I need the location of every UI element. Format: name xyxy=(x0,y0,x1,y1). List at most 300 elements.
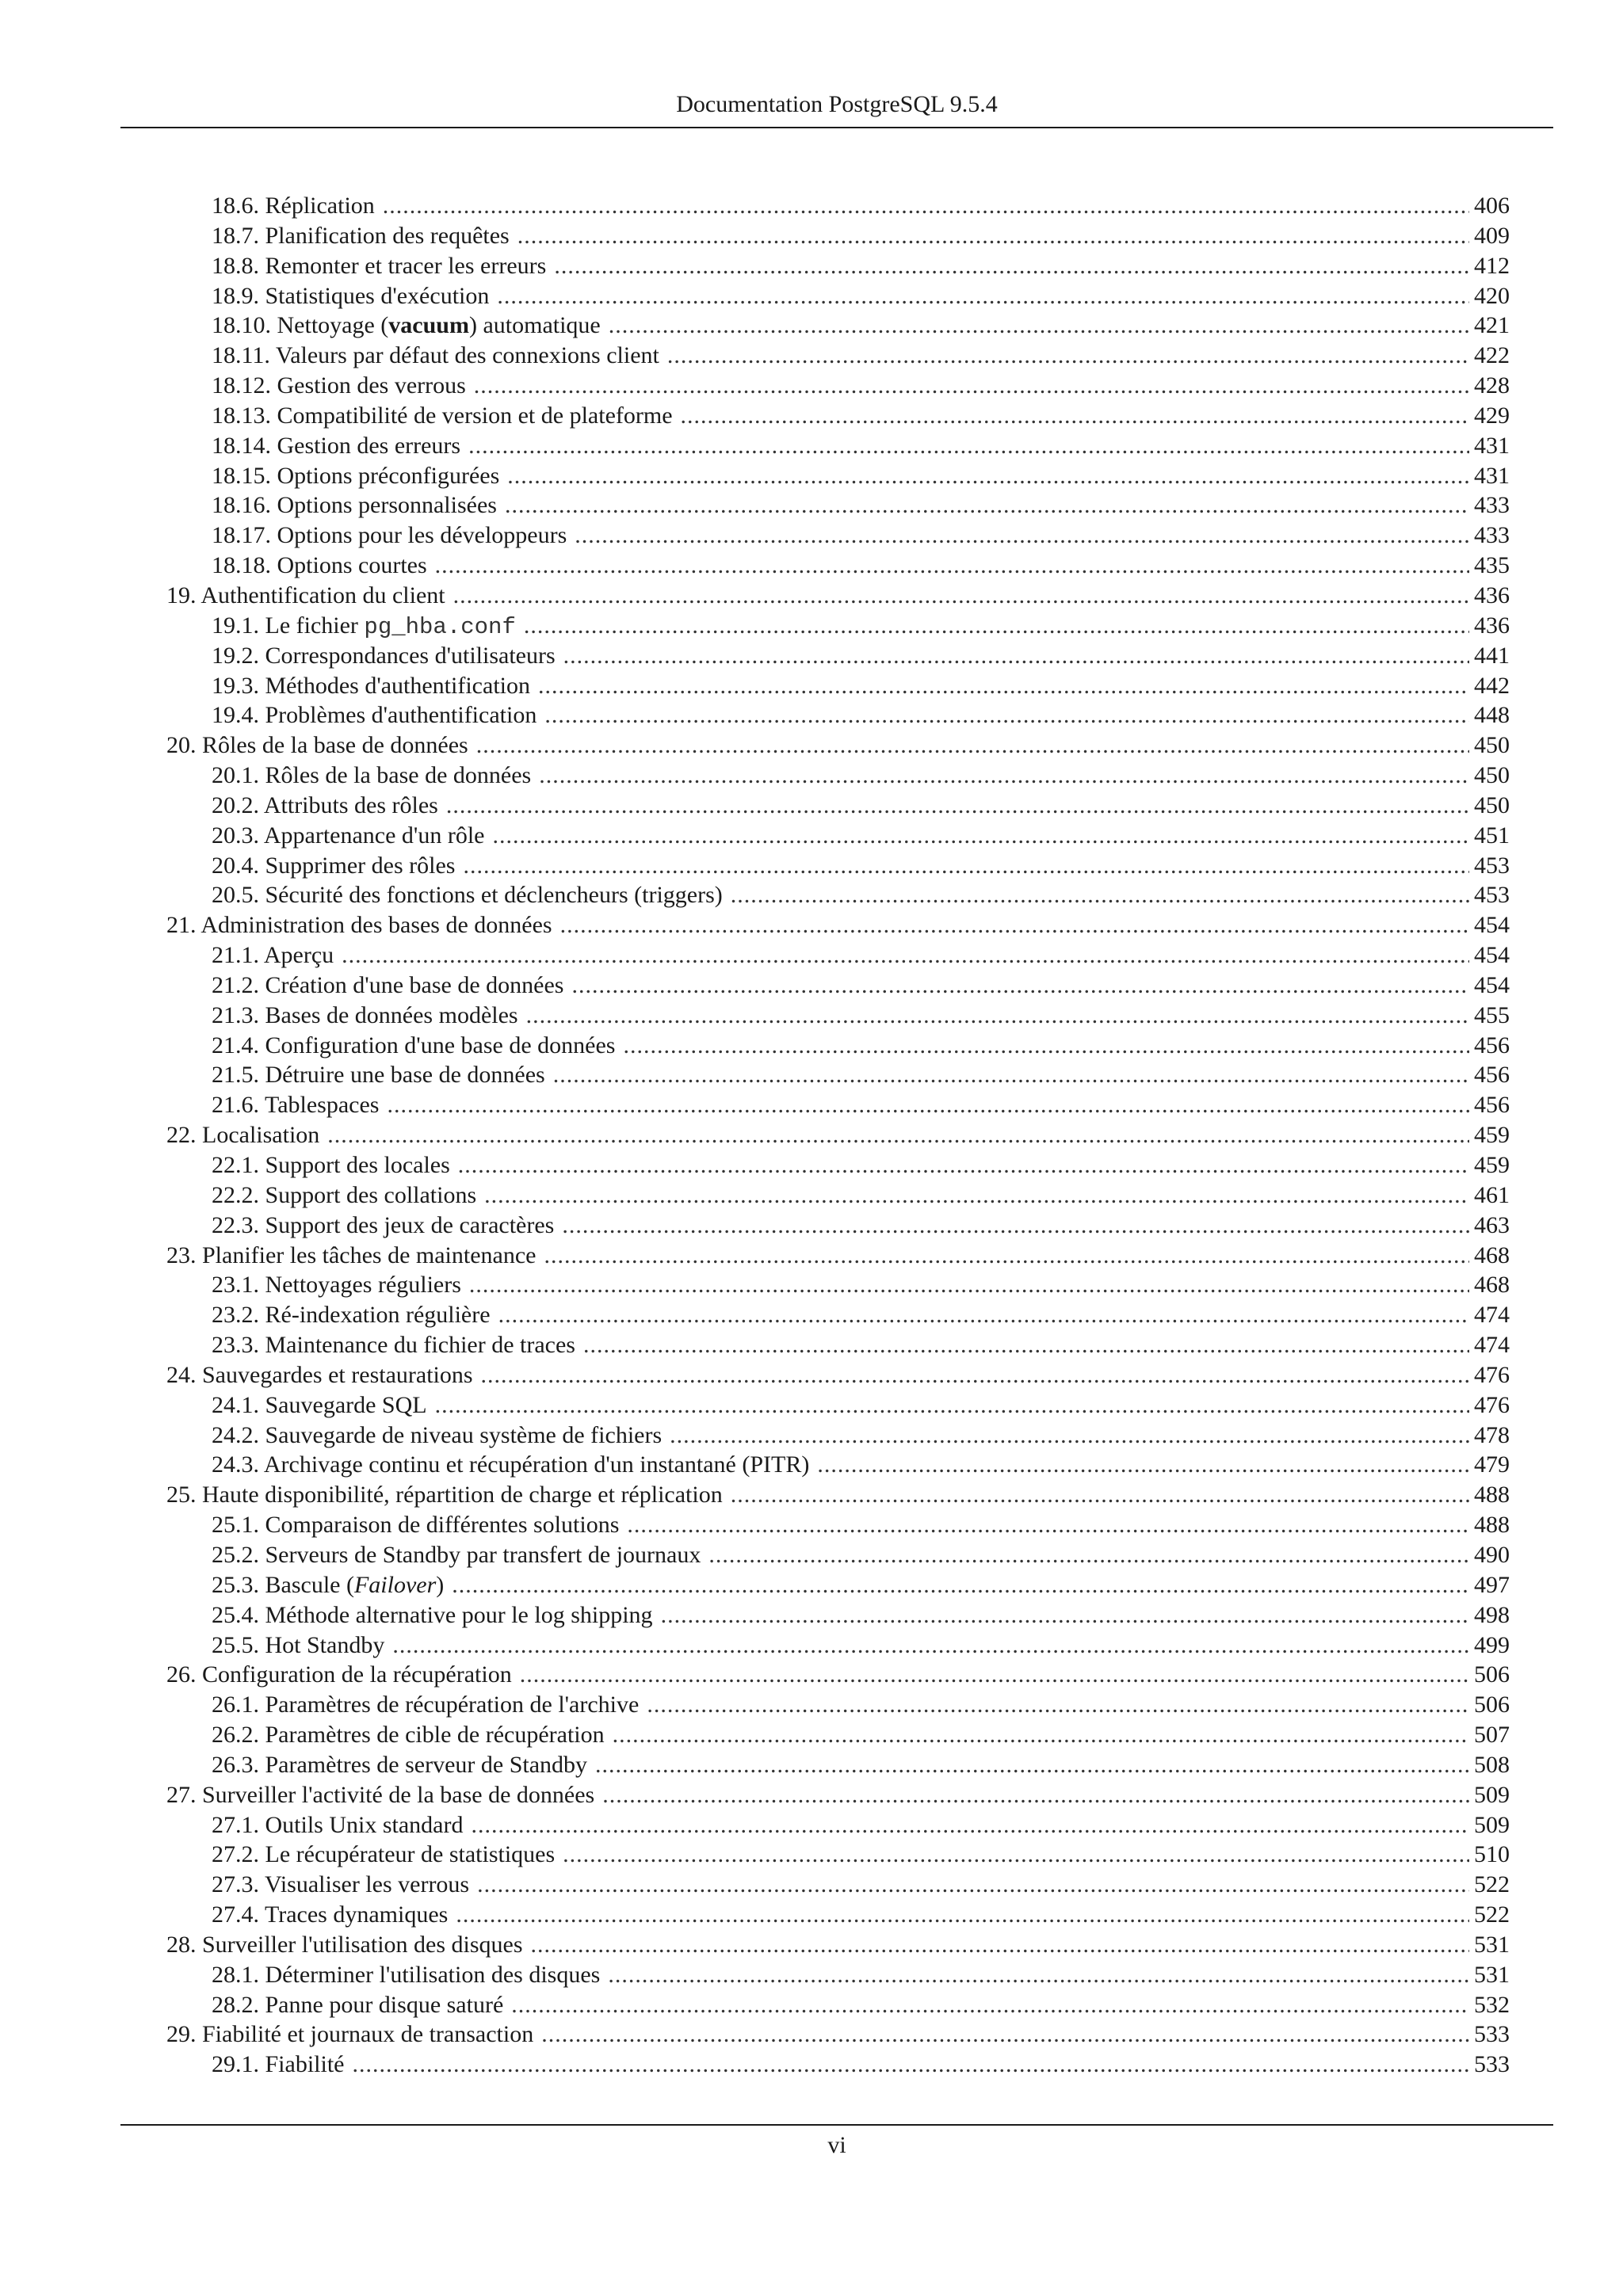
toc-entry-title: 23.2. Ré-indexation régulière xyxy=(212,1302,491,1329)
toc-dot-leader xyxy=(595,1750,1469,1780)
toc-entry-title: 22.3. Support des jeux de caractères xyxy=(212,1211,555,1238)
toc-page-number: 506 xyxy=(1474,1661,1510,1688)
toc-dot-leader xyxy=(452,1570,1469,1600)
toc-entry-number: 18.11. xyxy=(212,342,270,369)
toc-page-number: 421 xyxy=(1474,312,1510,339)
toc-entry-title: 21.4. Configuration d'une base de données xyxy=(212,1032,616,1058)
toc-dot-leader xyxy=(602,1780,1469,1810)
toc-section-entry[interactable] xyxy=(166,940,1510,971)
toc-entry-number: 21.1. xyxy=(212,942,259,969)
toc-entry-number: 26. xyxy=(166,1661,197,1688)
toc-entry-title: 26.1. Paramètres de récupération de l'archive xyxy=(212,1691,640,1718)
toc-page-number: 453 xyxy=(1474,882,1510,909)
toc-page-number: 474 xyxy=(1474,1302,1510,1329)
toc-dot-leader xyxy=(544,700,1469,730)
toc-section-entry[interactable] xyxy=(166,1690,1510,1720)
document-title: Documentation PostgreSQL 9.5.4 xyxy=(676,91,998,117)
toc-entry-title: 21.6. Tablespaces xyxy=(212,1092,380,1119)
toc-entry-title: 22. Localisation xyxy=(166,1122,320,1149)
toc-entry-title: 28.1. Déterminer l'utilisation des disques xyxy=(212,1961,601,1988)
toc-dot-leader xyxy=(505,490,1469,521)
toc-dot-leader xyxy=(670,1421,1469,1451)
toc-entry-title: 24.3. Archivage continu et récupération d'un instantané (PITR) xyxy=(212,1451,810,1478)
toc-page-number: 522 xyxy=(1474,1901,1510,1928)
toc-entry-title: 23.1. Nettoyages réguliers xyxy=(212,1272,461,1299)
footer-rule xyxy=(120,2124,1553,2126)
toc-dot-leader xyxy=(554,251,1469,281)
toc-entry-title: 21. Administration des bases de données xyxy=(166,912,552,939)
toc-dot-leader xyxy=(563,1840,1469,1870)
toc-section-entry[interactable] xyxy=(166,1300,1510,1330)
toc-entry-title: 18.14. Gestion des erreurs xyxy=(212,432,461,459)
toc-section-entry[interactable] xyxy=(166,1211,1510,1241)
toc-dot-leader xyxy=(609,311,1469,341)
toc-entry-number: 18.12. xyxy=(212,372,271,399)
toc-entry-number: 18.7. xyxy=(212,222,259,249)
toc-page-number: 450 xyxy=(1474,791,1510,818)
toc-entry-number: 23. xyxy=(166,1241,197,1268)
toc-section-entry[interactable] xyxy=(166,1840,1510,1870)
toc-entry-title: 19.1. Le fichier pg_hba.conf xyxy=(212,612,516,640)
toc-dot-leader xyxy=(458,1150,1469,1180)
toc-section-entry[interactable] xyxy=(166,971,1510,1001)
toc-entry-title: 20.2. Attributs des rôles xyxy=(212,791,438,818)
toc-entry-title: 27. Surveiller l'activité de la base de données xyxy=(166,1781,595,1808)
toc-entry-number: 20.3. xyxy=(212,822,259,849)
toc-section-entry[interactable] xyxy=(166,1720,1510,1750)
toc-entry-number: 18.9. xyxy=(212,282,259,309)
toc-entry-title: 24.2. Sauvegarde de niveau système de fichiers xyxy=(212,1421,663,1448)
toc-section-entry[interactable] xyxy=(166,431,1510,461)
toc-page-number: 454 xyxy=(1474,912,1510,939)
toc-chapter-entry[interactable] xyxy=(166,1780,1510,1810)
toc-entry-title: 18.12. Gestion des verrous xyxy=(212,372,466,399)
toc-dot-leader xyxy=(583,1330,1469,1360)
toc-section-entry[interactable] xyxy=(166,1570,1510,1600)
toc-entry-title: 18.11. Valeurs par défaut des connexions client xyxy=(212,342,659,369)
toc-page-number: 463 xyxy=(1474,1211,1510,1238)
toc-page-number: 442 xyxy=(1474,672,1510,699)
toc-section-entry[interactable] xyxy=(166,1750,1510,1780)
toc-entry-number: 18.18. xyxy=(212,552,271,579)
toc-page-number: 459 xyxy=(1474,1152,1510,1178)
toc-dot-leader xyxy=(481,1360,1469,1390)
toc-page-number: 433 xyxy=(1474,492,1510,519)
toc-page-number: 433 xyxy=(1474,522,1510,549)
toc-dot-leader xyxy=(608,1960,1469,1990)
toc-entry-title: 20.5. Sécurité des fonctions et déclencheurs (triggers) xyxy=(212,882,723,909)
toc-entry-number: 25.2. xyxy=(212,1541,259,1568)
toc-dot-leader xyxy=(474,371,1469,401)
toc-page-number: 455 xyxy=(1474,1001,1510,1028)
toc-entry-title: 20.3. Appartenance d'un rôle xyxy=(212,822,485,849)
toc-entry-number: 18.17. xyxy=(212,522,271,549)
toc-dot-leader xyxy=(524,611,1469,641)
toc-page-number: 436 xyxy=(1474,582,1510,608)
toc-dot-leader xyxy=(544,1241,1469,1271)
toc-entry-title: 21.3. Bases de données modèles xyxy=(212,1001,518,1028)
toc-dot-leader xyxy=(681,401,1469,431)
toc-section-entry[interactable] xyxy=(166,1450,1510,1480)
toc-dot-leader xyxy=(435,1390,1469,1421)
toc-section-entry[interactable] xyxy=(166,851,1510,881)
toc-dot-leader xyxy=(484,1180,1469,1211)
toc-page-number: 454 xyxy=(1474,971,1510,998)
toc-entry-title: 21.5. Détruire une base de données xyxy=(212,1062,545,1089)
toc-section-entry[interactable] xyxy=(166,281,1510,311)
toc-entry-title: 28.2. Panne pour disque saturé xyxy=(212,1991,504,2018)
toc-dot-leader xyxy=(571,971,1469,1001)
page-footer xyxy=(120,2130,1553,2161)
toc-entry-title: 19.4. Problèmes d'authentification xyxy=(212,702,537,729)
toc-dot-leader xyxy=(342,940,1469,971)
toc-page-number: 428 xyxy=(1474,372,1510,399)
toc-entry-number: 23.2. xyxy=(212,1302,259,1329)
toc-entry-title: 23.3. Maintenance du fichier de traces xyxy=(212,1332,575,1359)
toc-entry-number: 27.2. xyxy=(212,1841,259,1868)
toc-entry-title: 20.1. Rôles de la base de données xyxy=(212,762,532,789)
toc-page-number: 456 xyxy=(1474,1062,1510,1089)
toc-entry-title: 19.3. Méthodes d'authentification xyxy=(212,672,530,699)
toc-entry-number: 18.6. xyxy=(212,193,259,219)
toc-dot-leader xyxy=(453,581,1469,611)
toc-page-number: 498 xyxy=(1474,1601,1510,1628)
toc-page-number: 456 xyxy=(1474,1092,1510,1119)
toc-section-entry[interactable] xyxy=(166,1900,1510,1930)
toc-entry-title: 23. Planifier les tâches de maintenance xyxy=(166,1241,537,1268)
toc-section-entry[interactable] xyxy=(166,551,1510,581)
toc-entry-title: 27.3. Visualiser les verrous xyxy=(212,1871,470,1898)
toc-entry-title: 21.2. Création d'une base de données xyxy=(212,971,564,998)
toc-dot-leader xyxy=(327,1120,1469,1150)
toc-section-entry[interactable] xyxy=(166,1090,1510,1120)
toc-section-entry[interactable] xyxy=(166,1990,1510,2020)
toc-dot-leader xyxy=(623,1031,1469,1061)
toc-entry-title: 27.1. Outils Unix standard xyxy=(212,1811,464,1838)
toc-section-entry[interactable] xyxy=(166,821,1510,851)
toc-entry-number: 25.4. xyxy=(212,1601,259,1628)
toc-chapter-entry[interactable] xyxy=(166,910,1510,940)
toc-dot-leader xyxy=(517,221,1469,251)
toc-entry-number: 27. xyxy=(166,1781,197,1808)
toc-page-number: 406 xyxy=(1474,193,1510,219)
toc-entry-number: 21.6. xyxy=(212,1092,259,1119)
toc-page-number: 522 xyxy=(1474,1871,1510,1898)
toc-section-entry[interactable] xyxy=(166,191,1510,221)
toc-chapter-entry[interactable] xyxy=(166,730,1510,761)
toc-chapter-entry[interactable] xyxy=(166,1930,1510,1960)
toc-entry-title: 18.9. Statistiques d'exécution xyxy=(212,282,490,309)
toc-page-number: 459 xyxy=(1474,1122,1510,1149)
toc-page-number: 422 xyxy=(1474,342,1510,369)
toc-chapter-entry[interactable] xyxy=(166,1360,1510,1390)
toc-page-number: 431 xyxy=(1474,432,1510,459)
toc-entry-title: 26.3. Paramètres de serveur de Standby xyxy=(212,1751,588,1778)
toc-entry-number: 24.1. xyxy=(212,1391,259,1418)
toc-entry-title: 28. Surveiller l'utilisation des disques xyxy=(166,1931,523,1958)
toc-page-number: 507 xyxy=(1474,1722,1510,1749)
toc-page-number: 508 xyxy=(1474,1751,1510,1778)
toc-entry-title: 18.6. Réplication xyxy=(212,193,375,219)
toc-section-entry[interactable] xyxy=(166,1390,1510,1421)
toc-chapter-entry[interactable] xyxy=(166,2019,1510,2050)
toc-entry-title: 18.16. Options personnalisées xyxy=(212,492,497,519)
toc-entry-title: 29.1. Fiabilité xyxy=(212,2051,345,2078)
toc-page-number: 499 xyxy=(1474,1631,1510,1658)
toc-page-number: 450 xyxy=(1474,762,1510,789)
toc-entry-number: 27.4. xyxy=(212,1901,259,1928)
toc-page-number: 436 xyxy=(1474,612,1510,639)
toc-entry-number: 21.4. xyxy=(212,1032,259,1058)
toc-entry-number: 20.2. xyxy=(212,791,259,818)
toc-section-entry[interactable] xyxy=(166,1810,1510,1840)
toc-entry-number: 21.2. xyxy=(212,971,259,998)
toc-entry-title: 26.2. Paramètres de cible de récupération xyxy=(212,1722,605,1749)
toc-dot-leader xyxy=(627,1510,1469,1540)
toc-entry-title: 18.13. Compatibilité de version et de plateforme xyxy=(212,402,673,429)
toc-entry-number: 18.15. xyxy=(212,462,271,489)
toc-page-number: 412 xyxy=(1474,252,1510,279)
toc-entry-number: 23.1. xyxy=(212,1272,259,1299)
toc-entry-number: 25. xyxy=(166,1482,197,1508)
toc-entry-number: 24.3. xyxy=(212,1451,259,1478)
toc-entry-title: 27.4. Traces dynamiques xyxy=(212,1901,449,1928)
toc-page-number: 476 xyxy=(1474,1361,1510,1388)
toc-dot-leader xyxy=(731,1480,1469,1510)
toc-entry-number: 25.5. xyxy=(212,1631,259,1658)
toc-entry-number: 26.1. xyxy=(212,1691,259,1718)
toc-section-entry[interactable] xyxy=(166,700,1510,730)
toc-section-entry[interactable] xyxy=(166,1150,1510,1180)
toc-chapter-entry[interactable] xyxy=(166,1660,1510,1690)
toc-section-entry[interactable] xyxy=(166,221,1510,251)
toc-section-entry[interactable] xyxy=(166,490,1510,521)
toc-section-entry[interactable] xyxy=(166,791,1510,821)
toc-entry-number: 25.1. xyxy=(212,1512,259,1539)
toc-chapter-entry[interactable] xyxy=(166,1120,1510,1150)
toc-chapter-entry[interactable] xyxy=(166,1241,1510,1271)
toc-entry-title: 19. Authentification du client xyxy=(166,582,445,608)
toc-section-entry[interactable] xyxy=(166,1180,1510,1211)
toc-dot-leader xyxy=(463,851,1469,881)
toc-section-entry[interactable] xyxy=(166,2050,1510,2080)
toc-entry-number: 29.1. xyxy=(212,2051,259,2078)
toc-entry-number: 19. xyxy=(166,582,197,608)
toc-section-entry[interactable] xyxy=(166,761,1510,791)
toc-section-entry[interactable] xyxy=(166,641,1510,671)
toc-page-number: 532 xyxy=(1474,1991,1510,2018)
toc-entry-number: 19.4. xyxy=(212,702,259,729)
toc-entry-number: 20. xyxy=(166,732,197,759)
toc-entry-number: 26.2. xyxy=(212,1722,259,1749)
toc-entry-number: 28.1. xyxy=(212,1961,259,1988)
toc-entry-title: 25.1. Comparaison de différentes solutions xyxy=(212,1512,620,1539)
toc-section-entry[interactable] xyxy=(166,1001,1510,1031)
table-of-contents xyxy=(166,191,1510,2080)
toc-entry-number: 19.1. xyxy=(212,612,259,639)
toc-entry-title: 24.1. Sauvegarde SQL xyxy=(212,1391,427,1418)
toc-section-entry[interactable] xyxy=(166,1330,1510,1360)
toc-section-entry[interactable] xyxy=(166,341,1510,371)
toc-entry-number: 27.1. xyxy=(212,1811,259,1838)
toc-entry-title: 22.2. Support des collations xyxy=(212,1181,477,1208)
toc-entry-number: 21.3. xyxy=(212,1001,259,1028)
toc-dot-leader xyxy=(498,1300,1469,1330)
toc-chapter-entry[interactable] xyxy=(166,1480,1510,1510)
toc-section-entry[interactable] xyxy=(166,401,1510,431)
toc-dot-leader xyxy=(817,1450,1469,1480)
toc-entry-title: 26. Configuration de la récupération xyxy=(166,1661,512,1688)
toc-dot-leader xyxy=(526,1001,1469,1031)
toc-dot-leader xyxy=(471,1810,1469,1840)
toc-dot-leader xyxy=(476,730,1469,761)
toc-dot-leader xyxy=(492,821,1469,851)
toc-dot-leader xyxy=(731,880,1469,910)
toc-section-entry[interactable] xyxy=(166,251,1510,281)
toc-page-number: 456 xyxy=(1474,1032,1510,1058)
toc-dot-leader xyxy=(613,1720,1469,1750)
toc-dot-leader xyxy=(392,1630,1469,1661)
toc-entry-number: 22.3. xyxy=(212,1211,259,1238)
toc-section-entry[interactable] xyxy=(166,311,1510,341)
toc-entry-number: 28.2. xyxy=(212,1991,259,2018)
toc-entry-number: 18.8. xyxy=(212,252,259,279)
toc-entry-number: 18.16. xyxy=(212,492,271,519)
toc-dot-leader xyxy=(541,2019,1469,2050)
toc-entry-number: 18.14. xyxy=(212,432,271,459)
toc-page-number: 474 xyxy=(1474,1332,1510,1359)
toc-entry-title: 21.1. Aperçu xyxy=(212,942,334,969)
toc-page-number: 451 xyxy=(1474,822,1510,849)
toc-entry-number: 18.10. xyxy=(212,312,271,339)
toc-section-entry[interactable] xyxy=(166,521,1510,551)
toc-page-number: 454 xyxy=(1474,942,1510,969)
toc-page-number: 497 xyxy=(1474,1571,1510,1598)
toc-section-entry[interactable] xyxy=(166,1270,1510,1300)
toc-page-number: 531 xyxy=(1474,1931,1510,1958)
toc-dot-leader xyxy=(477,1870,1469,1900)
toc-section-entry[interactable] xyxy=(166,671,1510,701)
toc-section-entry[interactable] xyxy=(166,461,1510,491)
toc-entry-title: 25.2. Serveurs de Standby par transfert de journaux xyxy=(212,1541,701,1568)
page-header xyxy=(120,89,1553,120)
toc-dot-leader xyxy=(539,761,1469,791)
toc-entry-title: 18.7. Planification des requêtes xyxy=(212,222,510,249)
toc-page-number: 509 xyxy=(1474,1811,1510,1838)
toc-page-number: 453 xyxy=(1474,852,1510,879)
toc-page-number: 533 xyxy=(1474,2051,1510,2078)
toc-section-entry[interactable] xyxy=(166,611,1510,641)
toc-dot-leader xyxy=(511,1990,1469,2020)
toc-page-number: 479 xyxy=(1474,1451,1510,1478)
toc-page-number: 488 xyxy=(1474,1512,1510,1539)
toc-page-number: 533 xyxy=(1474,2021,1510,2048)
toc-dot-leader xyxy=(575,521,1469,551)
toc-page-number: 509 xyxy=(1474,1781,1510,1808)
toc-entry-title: 20. Rôles de la base de données xyxy=(166,732,468,759)
toc-entry-number: 26.3. xyxy=(212,1751,259,1778)
toc-page-number: 441 xyxy=(1474,642,1510,669)
toc-entry-number: 24. xyxy=(166,1361,197,1388)
toc-entry-number: 19.3. xyxy=(212,672,259,699)
toc-section-entry[interactable] xyxy=(166,1540,1510,1570)
toc-entry-number: 28. xyxy=(166,1931,197,1958)
toc-entry-title: 24. Sauvegardes et restaurations xyxy=(166,1361,473,1388)
header-rule xyxy=(120,127,1553,128)
toc-section-entry[interactable] xyxy=(166,1421,1510,1451)
toc-entry-title: 19.2. Correspondances d'utilisateurs xyxy=(212,642,556,669)
toc-dot-leader xyxy=(562,1211,1469,1241)
toc-section-entry[interactable] xyxy=(166,1960,1510,1990)
toc-entry-title: 18.17. Options pour les développeurs xyxy=(212,522,567,549)
toc-entry-number: 20.4. xyxy=(212,852,259,879)
toc-section-entry[interactable] xyxy=(166,1870,1510,1900)
toc-dot-leader xyxy=(383,191,1469,221)
page-number: vi xyxy=(827,2132,846,2158)
toc-page-number: 490 xyxy=(1474,1541,1510,1568)
toc-dot-leader xyxy=(446,791,1469,821)
toc-entry-title: 27.2. Le récupérateur de statistiques xyxy=(212,1841,556,1868)
toc-dot-leader xyxy=(435,551,1469,581)
toc-dot-leader xyxy=(353,2050,1470,2080)
toc-entry-title: 18.8. Remonter et tracer les erreurs xyxy=(212,252,547,279)
toc-entry-number: 20.5. xyxy=(212,882,259,909)
toc-page-number: 448 xyxy=(1474,702,1510,729)
toc-section-entry[interactable] xyxy=(166,1510,1510,1540)
toc-page-number: 420 xyxy=(1474,282,1510,309)
toc-entry-number: 22. xyxy=(166,1122,197,1149)
toc-dot-leader xyxy=(560,910,1469,940)
toc-dot-leader xyxy=(563,641,1469,671)
toc-dot-leader xyxy=(708,1540,1469,1570)
toc-entry-number: 21. xyxy=(166,912,197,939)
toc-page-number: 461 xyxy=(1474,1181,1510,1208)
toc-entry-number: 20.1. xyxy=(212,762,259,789)
toc-dot-leader xyxy=(456,1900,1469,1930)
toc-dot-leader xyxy=(661,1600,1469,1630)
toc-entry-title: 25.3. Bascule (Failover) xyxy=(212,1571,445,1598)
toc-page-number: 450 xyxy=(1474,732,1510,759)
toc-section-entry[interactable] xyxy=(166,1630,1510,1661)
toc-entry-number: 21.5. xyxy=(212,1062,259,1089)
toc-dot-leader xyxy=(538,671,1469,701)
toc-entry-number: 18.13. xyxy=(212,402,271,429)
toc-dot-leader xyxy=(667,341,1469,371)
toc-dot-leader xyxy=(507,461,1469,491)
toc-entry-number: 23.3. xyxy=(212,1332,259,1359)
toc-entry-title: 29. Fiabilité et journaux de transaction xyxy=(166,2021,534,2048)
toc-section-entry[interactable] xyxy=(166,1060,1510,1090)
toc-dot-leader xyxy=(387,1090,1469,1120)
toc-dot-leader xyxy=(497,281,1469,311)
toc-page-number: 488 xyxy=(1474,1482,1510,1508)
toc-section-entry[interactable] xyxy=(166,1600,1510,1630)
toc-page-number: 506 xyxy=(1474,1691,1510,1718)
toc-section-entry[interactable] xyxy=(166,880,1510,910)
toc-entry-title: 22.1. Support des locales xyxy=(212,1152,450,1178)
toc-section-entry[interactable] xyxy=(166,1031,1510,1061)
toc-page-number: 476 xyxy=(1474,1391,1510,1418)
toc-entry-number: 27.3. xyxy=(212,1871,259,1898)
toc-page-number: 435 xyxy=(1474,552,1510,579)
toc-dot-leader xyxy=(647,1690,1469,1720)
toc-chapter-entry[interactable] xyxy=(166,581,1510,611)
toc-section-entry[interactable] xyxy=(166,371,1510,401)
toc-page-number: 510 xyxy=(1474,1841,1510,1868)
toc-dot-leader xyxy=(553,1060,1469,1090)
toc-dot-leader xyxy=(531,1930,1469,1960)
toc-page-number: 478 xyxy=(1474,1421,1510,1448)
